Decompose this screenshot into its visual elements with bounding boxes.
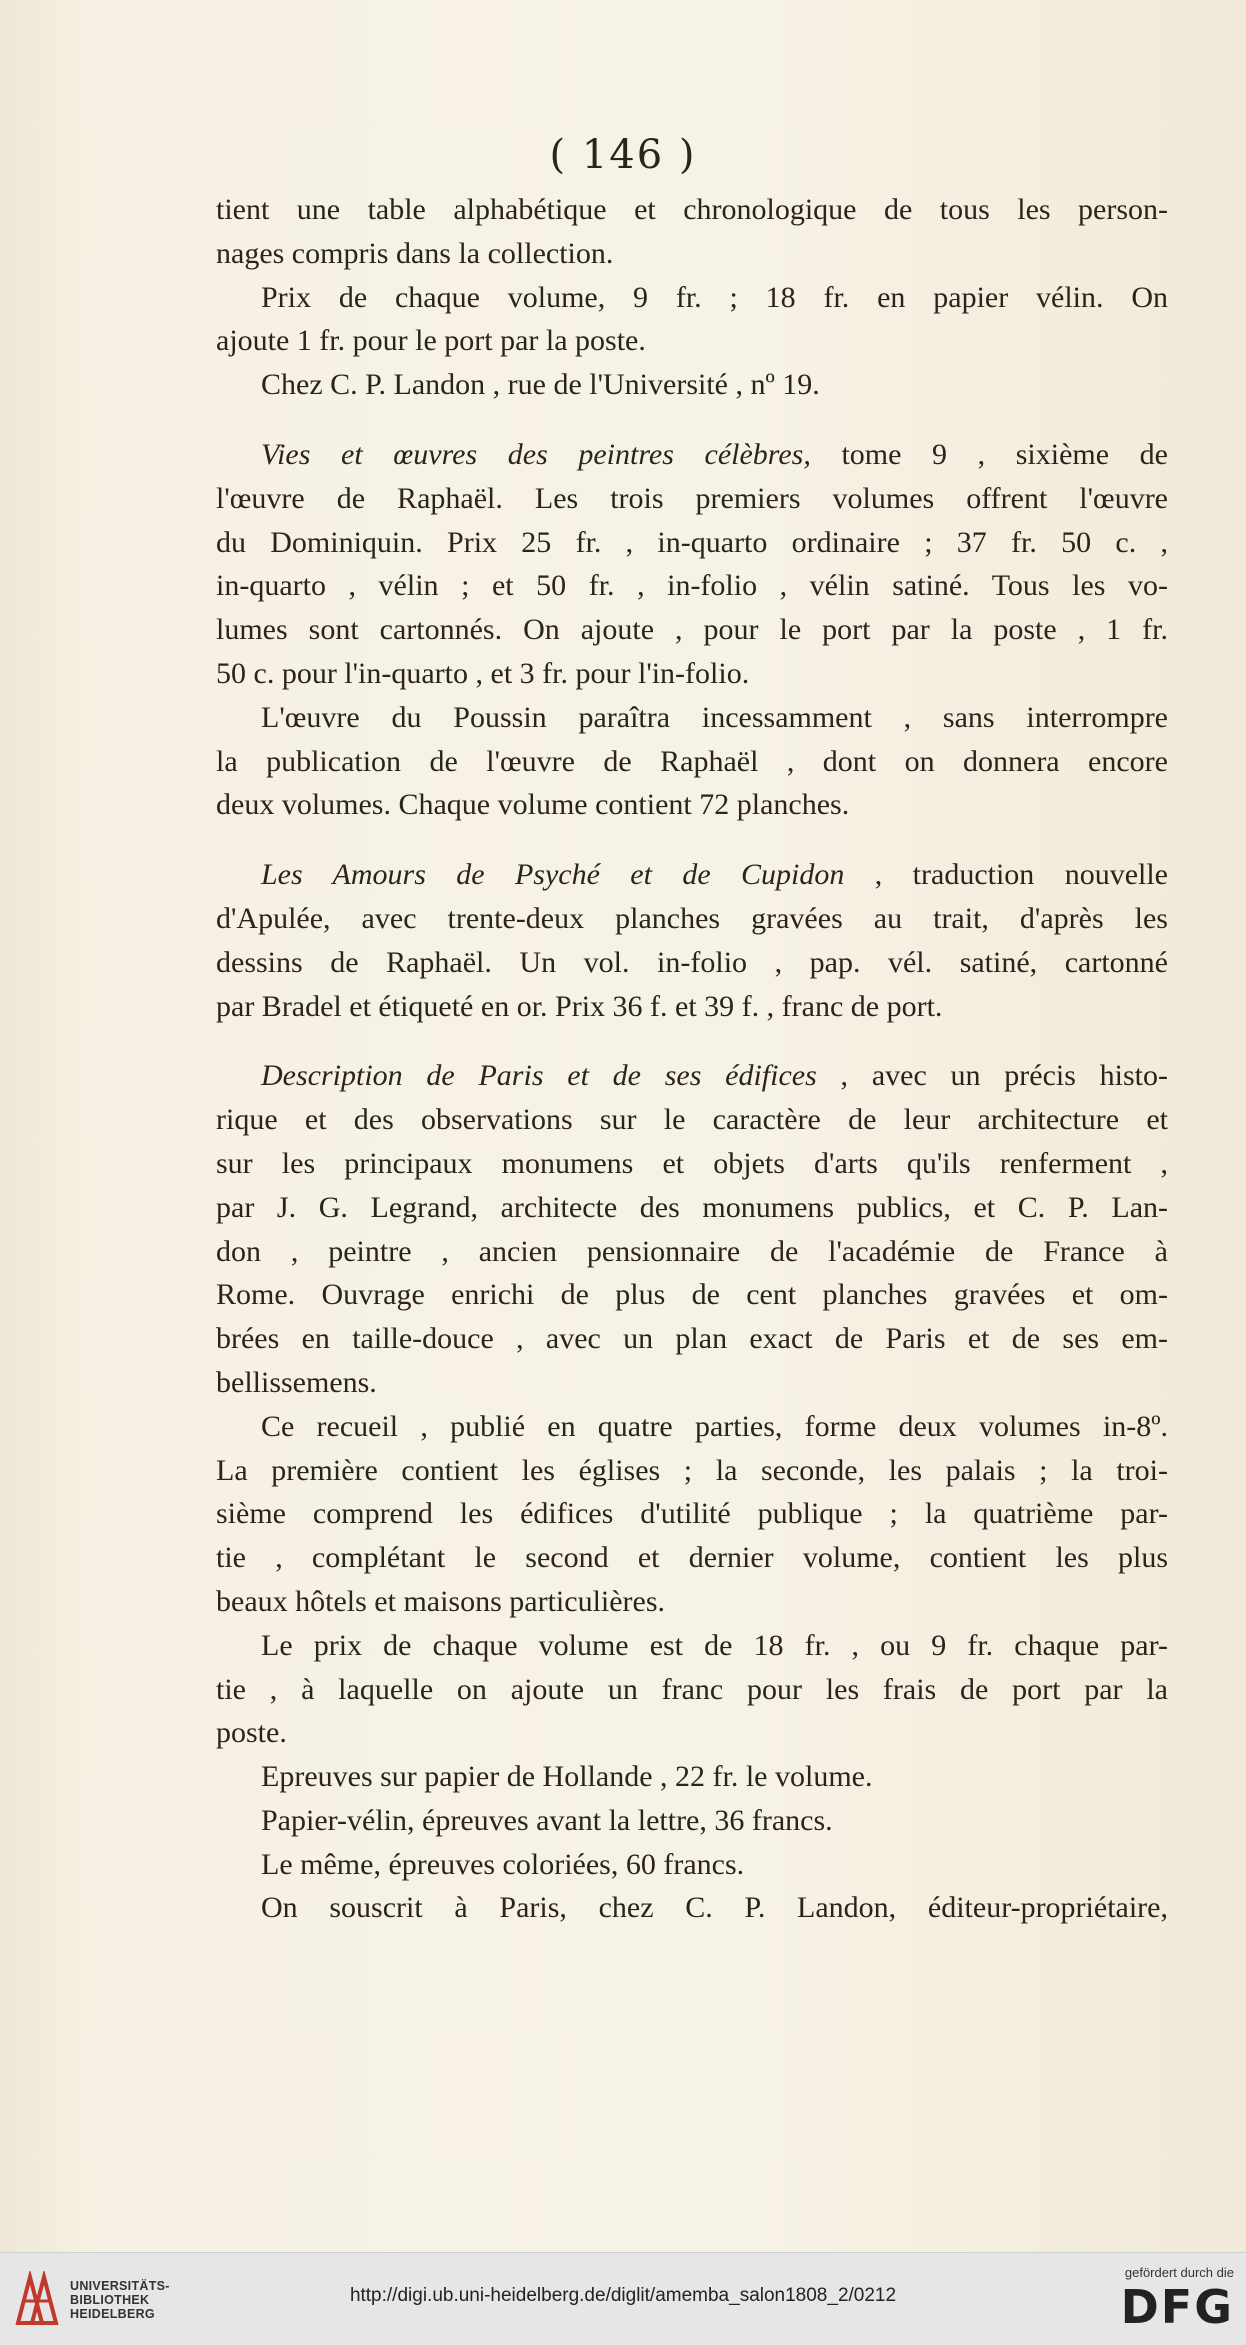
text-line-content: par Bradel et étiqueté en or. Prix 36 f. et 39 f. , franc de port. — [216, 989, 943, 1023]
text-line-content: Chez C. P. Landon , rue de l'Université , nº 19. — [261, 368, 820, 402]
funding-notice — [1121, 2265, 1234, 2332]
text-line-content: On souscrit à Paris, chez C. P. Landon, éditeur-propriétaire, — [261, 1891, 1168, 1925]
page-text — [216, 188, 1168, 1930]
text-line — [216, 1361, 1168, 1405]
text-line — [216, 853, 1168, 897]
text-line — [216, 985, 1168, 1029]
text-line — [216, 941, 1168, 985]
book-title: Les Amours de Psyché et de Cupidon — [261, 858, 845, 892]
text-line-content: Epreuves sur papier de Hollande , 22 fr. le volume. — [261, 1760, 873, 1794]
text-line-content: tie , complétant le second et dernier volume, contient les plus — [216, 1541, 1168, 1575]
text-line-content: d'Apulée, avec trente-deux planches gravées au trait, d'après les — [216, 901, 1168, 935]
text-line — [216, 521, 1168, 565]
text-line-content: deux volumes. Chaque volume contient 72 planches. — [216, 788, 850, 822]
text-line-content: tie , à laquelle on ajoute un franc pour les frais de port par la — [216, 1672, 1168, 1706]
text-line-content: tome 9 , sixième de — [810, 437, 1168, 471]
text-line-content: beaux hôtels et maisons particulières. — [216, 1584, 666, 1618]
text-line — [216, 608, 1168, 652]
text-line-content: Prix de chaque volume, 9 fr. ; 18 fr. en papier vélin. On — [261, 280, 1168, 314]
text-line-content: ajoute 1 fr. pour le port par la poste. — [216, 324, 646, 358]
text-line — [216, 232, 1168, 276]
text-line — [216, 1273, 1168, 1317]
text-line — [216, 1799, 1168, 1843]
text-line — [216, 1142, 1168, 1186]
text-line-content: brées en taille-douce , avec un plan exact de Paris et de ses em- — [216, 1322, 1168, 1356]
text-line-content: in-quarto , vélin ; et 50 fr. , in-folio , vélin satiné. Tous les vo- — [216, 569, 1168, 603]
text-line-content: par J. G. Legrand, architecte des monumens publics, et C. P. Lan- — [216, 1190, 1168, 1224]
text-line-content: poste. — [216, 1716, 287, 1750]
text-line-content: la publication de l'œuvre de Raphaël , dont on donnera encore — [216, 744, 1168, 778]
text-line-content: La première contient les églises ; la seconde, les palais ; la troi- — [216, 1453, 1168, 1487]
text-line — [216, 1624, 1168, 1668]
text-line-content: rique et des observations sur le caractère de leur architecture et — [216, 1103, 1168, 1137]
document-url-link[interactable]: http://digi.ub.uni-heidelberg.de/diglit/amemba_salon1808_2/0212 — [349, 2285, 897, 2306]
text-line — [216, 564, 1168, 608]
text-line-content: du Dominiquin. Prix 25 fr. , in-quarto ordinaire ; 37 fr. 50 c. , — [216, 525, 1168, 559]
text-line-content: don , peintre , ancien pensionnaire de l'académie de France à — [216, 1234, 1168, 1268]
viewer-footer — [0, 2252, 1246, 2345]
page-number: ( 146 ) — [549, 132, 697, 178]
text-line-content: Le même, épreuves coloriées, 60 francs. — [261, 1847, 745, 1881]
text-line-content: , traduction nouvelle — [844, 858, 1168, 892]
text-line — [216, 319, 1168, 363]
library-name-line: HEIDELBERG — [70, 2307, 155, 2321]
text-line-content: Rome. Ouvrage enrichi de plus de cent planches gravées et om- — [216, 1278, 1168, 1312]
library-name-line: BIBLIOTHEK — [70, 2293, 150, 2307]
text-line — [216, 897, 1168, 941]
text-line — [216, 1492, 1168, 1536]
text-line — [216, 1186, 1168, 1230]
text-line — [216, 188, 1168, 232]
text-line — [216, 276, 1168, 320]
text-line — [216, 1886, 1168, 1930]
text-line-content: Le prix de chaque volume est de 18 fr. , ou 9 fr. chaque par- — [261, 1628, 1168, 1662]
text-line — [216, 652, 1168, 696]
book-title: Vies et œuvres des peintres célèbres, — [261, 437, 811, 471]
text-line-content: L'œuvre du Poussin paraîtra incessamment , sans interrompre — [261, 700, 1168, 734]
text-line — [216, 1580, 1168, 1624]
text-line — [216, 1054, 1168, 1098]
text-line — [216, 1449, 1168, 1493]
text-line-content: 50 c. pour l'in-quarto , et 3 fr. pour l'in-folio. — [216, 656, 750, 690]
text-line-content: nages compris dans la collection. — [216, 236, 614, 270]
text-line-content: l'œuvre de Raphaël. Les trois premiers volumes offrent l'œuvre — [216, 481, 1168, 515]
library-name-line: UNIVERSITÄTS- — [70, 2279, 170, 2293]
text-line-content: bellissemens. — [216, 1365, 377, 1399]
text-line-content: , avec un précis histo- — [816, 1059, 1169, 1093]
text-line — [216, 1755, 1168, 1799]
text-line-content: dessins de Raphaël. Un vol. in-folio , pap. vél. satiné, cartonné — [216, 945, 1168, 979]
text-line — [216, 1536, 1168, 1580]
text-line — [216, 433, 1168, 477]
text-line-content: Papier-vélin, épreuves avant la lettre, 36 francs. — [261, 1803, 833, 1837]
text-line — [216, 783, 1168, 827]
text-line — [216, 477, 1168, 521]
text-line — [216, 1668, 1168, 1712]
text-line — [216, 363, 1168, 407]
text-line — [216, 696, 1168, 740]
dfg-logo: DFG — [1120, 2280, 1234, 2334]
text-line — [216, 1098, 1168, 1142]
text-line — [216, 1230, 1168, 1274]
funding-label: gefördert durch die — [1124, 2265, 1234, 2280]
text-line-content: sième comprend les édifices d'utilité publique ; la quatrième par- — [216, 1497, 1168, 1531]
text-line — [216, 1711, 1168, 1755]
text-line — [216, 1317, 1168, 1361]
book-title: Description de Paris et de ses édifices — [261, 1059, 817, 1093]
text-line — [216, 740, 1168, 784]
text-line-content: lumes sont cartonnés. On ajoute , pour le port par la poste , 1 fr. — [216, 613, 1168, 647]
text-line — [216, 1843, 1168, 1887]
text-line-content: tient une table alphabétique et chronologique de tous les person- — [216, 193, 1168, 226]
text-line-content: sur les principaux monumens et objets d'arts qu'ils renferment , — [216, 1146, 1168, 1180]
text-line-content: Ce recueil , publié en quatre parties, forme deux volumes in-8º. — [261, 1409, 1168, 1443]
text-line — [216, 1405, 1168, 1449]
